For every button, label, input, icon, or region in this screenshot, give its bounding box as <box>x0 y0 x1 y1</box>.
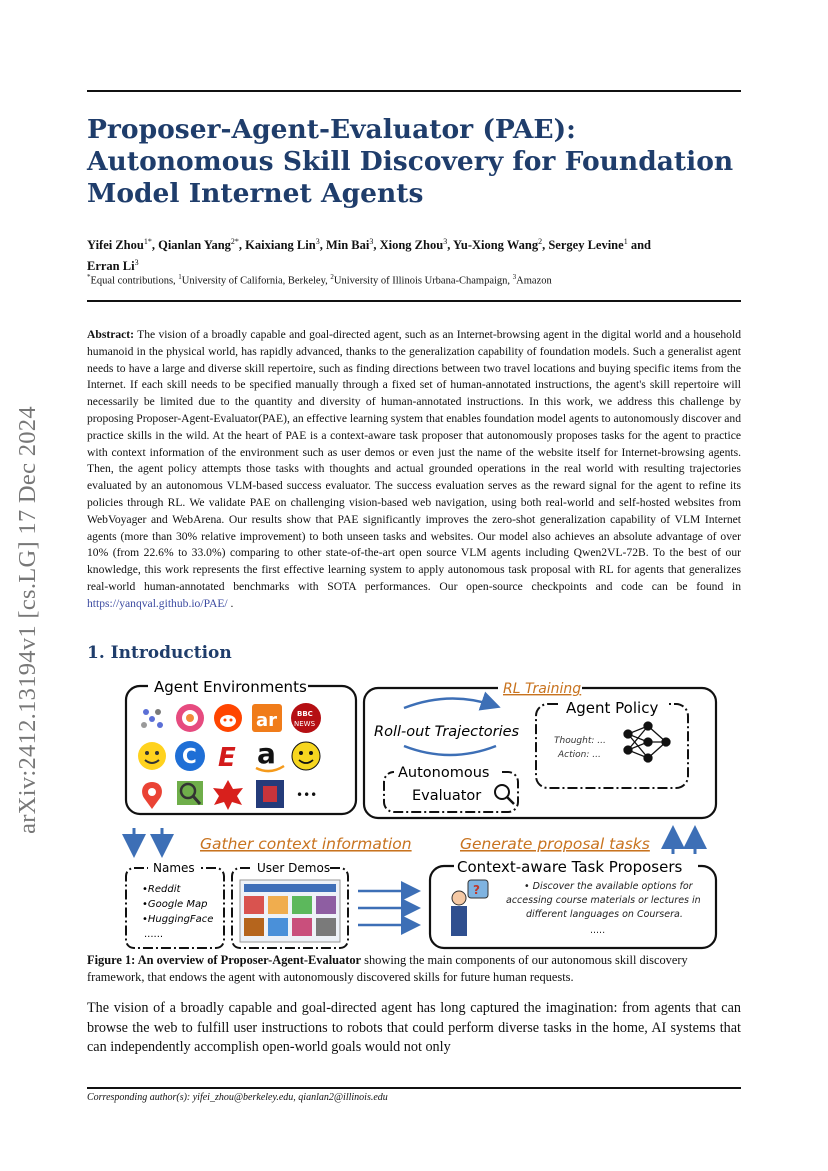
wolfram-icon <box>213 780 243 810</box>
author-name: Min Bai <box>325 238 370 253</box>
title-line-2: Autonomous Skill Discovery for Foundation <box>87 146 734 177</box>
shopping-icon <box>176 704 204 732</box>
rollout-arrow-right <box>404 698 496 708</box>
magnifier-icon <box>495 785 514 804</box>
title-line-1: Proposer-Agent-Evaluator (PAE): <box>87 114 576 145</box>
affil-uiuc: University of Illinois Urbana-Champaign, <box>333 275 513 287</box>
espn-icon <box>218 743 236 773</box>
author-sup: 2* <box>230 237 239 246</box>
arxiv-id: arXiv:2412.13194v1 [cs.LG] 17 Dec 2024 <box>14 406 41 834</box>
affil-sup: 1 <box>178 273 182 281</box>
proposer-person-icon <box>451 880 488 936</box>
e-text: E <box>218 743 236 773</box>
author-last: Erran Li <box>87 259 135 274</box>
affil-amazon: Amazon <box>516 275 552 287</box>
names-label: Names <box>153 861 195 875</box>
rollout-label: Roll-out Trajectories <box>374 724 520 740</box>
user-demos-label: User Demos <box>257 861 331 875</box>
huggingface-icon <box>138 742 166 770</box>
footer-rule <box>87 1087 741 1089</box>
author-name: Qianlan Yang <box>158 238 231 253</box>
author-entries: Yifei Zhou$^{1*}$, Qianlan Yang$^{2*}$, Kaixiang Lin$^3$, Min Bai$^3$, Xiong Zhou$^3$, Yu-Xiong Wang$^2$, Sergey Levine$^1$ <box>87 237 628 253</box>
name-item-2: •HuggingFace <box>142 914 214 925</box>
caption-prefix: Figure 1: <box>87 953 138 967</box>
name-item-1: •Google Map <box>142 899 208 910</box>
abstract <box>87 327 741 613</box>
network-icon <box>139 705 165 731</box>
evaluator-label: Evaluator <box>412 788 482 804</box>
neural-network-icon <box>624 722 670 762</box>
autonomous-label: Autonomous <box>398 765 490 781</box>
figure-caption <box>87 952 741 986</box>
intro-paragraph: The vision of a broadly capable and goal-directed agent has long captured the imagination: from agents that can browse the web to fulfill user instructions to robots that could perform diverse tasks in the home, AI systems that can independently accomplish open-world goals would not only <box>87 1000 741 1055</box>
affil-sup: 2 <box>330 273 334 281</box>
abstract-end: . <box>227 596 234 610</box>
author-sup: 1 <box>623 237 628 246</box>
agent-policy-label: Agent Policy <box>566 699 659 717</box>
author-sup: 3 <box>369 237 374 246</box>
agent-env-label: Agent Environments <box>154 678 307 696</box>
ar-icon-text: ar <box>256 710 278 731</box>
task-line-1: • Discover the available options for <box>524 881 693 892</box>
smiley-icon <box>292 742 320 770</box>
rollout-arrow-back <box>404 746 496 755</box>
title-line-3: Model Internet Agents <box>87 178 424 209</box>
author-sup: 3 <box>443 237 448 246</box>
affil-equal: Equal contributions, <box>90 275 179 287</box>
author-name: Xiong Zhou <box>379 238 444 253</box>
bbc-news-icon <box>291 703 321 733</box>
c-text: C <box>182 744 197 768</box>
more-icon: ••• <box>296 788 318 802</box>
top-rule <box>87 90 741 92</box>
author-name: Yu-Xiong Wang <box>452 238 539 253</box>
project-link[interactable]: https://yanqval.github.io/PAE/ <box>87 596 228 610</box>
author-name: Yifei Zhou <box>87 238 144 253</box>
overview-figure <box>120 676 720 956</box>
map-search-icon <box>177 781 203 805</box>
flow-arrows <box>358 891 416 925</box>
author-list <box>87 233 741 275</box>
down-arrows <box>134 828 162 852</box>
caption-bold: An overview of Proposer-Agent-Evaluator <box>137 953 362 967</box>
paper-title <box>87 114 741 210</box>
author-last-sup: 3 <box>134 258 139 268</box>
coursera-icon <box>175 741 205 771</box>
task-proposers-label: Context-aware Task Proposers <box>457 858 683 876</box>
author-name: Sergey Levine <box>548 238 624 253</box>
abstract-text: The vision of a broadly capable and goal-directed agent, such as an Internet-browsing agent in the digital world and a household humanoid in the physical world, has rapidly advanced, thanks to the generalization capability of foundation models. Such a generalist agent needs to have a large and diverse skill repertoire, such as finding directions between two travel locations and buying specific items from the Internet. If each skill needs to be specified manually through a fixed set of human-annotated instructions, the agent's skill repertoire will necessarily be limited due to the quantity and diversity of human-annotated instructions. In this work, we address this challenge by proposing Proposer-Agent-Evaluator(PAE), an effective learning system that enables foundation model agents to autonomously discover and practice skills in the wild. At the heart of PAE is a context-aware task proposer that autonomously proposes tasks for the agent to practice with context information of the environment such as user demos or even just the name of the website itself for Internet-browsing agents. Then, the agent policy attempts those tasks with thoughts and actual grounded operations in the real world with resulting trajectories evaluated by an autonomous VLM-based success evaluator. The success evaluation serves as the reward signal for the agent to refine its policies through RL. We validate PAE on challenging vision-based web navigation, using both real-world and self-hosted websites from WebVoyager and WebArena. Our results show that PAE significantly improves the zero-shot generalization capability of VLM Internet agents (more than 30% relative improvement) to both unseen tasks and websites. Our model also achieves an absolute advantage of over 10% (from 22.6% to 33.0%) comparing to other state-of-the-art open source VLM agents including Qwen2VL-72B. To the best of our knowledge, this work represents the first effective learning system to apply autonomous task proposal with RL for agents that generalizes real-world human-annotated benchmarks with SOTA performances. Our open-source checkpoints and code can be found in <box>87 328 741 593</box>
up-arrows <box>673 831 695 854</box>
name-item-3: ...... <box>144 929 164 940</box>
caption-rest: showing the main components of our autonomous skill discovery framework, that endows the agent with autonomously discovered skills for future human requests. <box>87 953 688 984</box>
name-item-0: •Reddit <box>142 884 181 895</box>
author-sup: 1* <box>143 237 152 246</box>
rl-training-label: RL Training <box>503 681 582 697</box>
cambridge-icon <box>256 780 284 808</box>
figure-svg <box>120 676 720 951</box>
affil-berkeley: University of California, Berkeley, <box>181 275 331 287</box>
reddit-icon <box>214 704 242 732</box>
task-proposers-box <box>430 866 716 948</box>
amazon-icon <box>256 737 284 771</box>
ar-icon <box>252 704 282 732</box>
author-sup: 3 <box>315 237 320 246</box>
task-line-2: accessing course materials or lectures in <box>506 895 701 906</box>
gather-label: Gather context information <box>200 835 412 853</box>
thought-label: Thought: ... <box>554 736 606 746</box>
corresponding-authors: Corresponding author(s): yifei_zhou@berkeley.edu, qianlan2@illinois.edu <box>87 1092 388 1103</box>
authors-and: and <box>630 238 651 253</box>
news-text: NEWS <box>294 720 316 728</box>
author-name: Kaixiang Lin <box>245 238 316 253</box>
svg-text:?: ? <box>473 883 480 897</box>
affiliations <box>87 270 741 289</box>
header-rule <box>87 300 741 302</box>
affil-sup: * <box>87 273 91 281</box>
arxiv-stamp <box>8 360 48 880</box>
affil-sup: 3 <box>512 273 517 281</box>
author-sup: 2 <box>538 237 543 246</box>
a-text: a <box>257 737 276 770</box>
abstract-label: Abstract: <box>87 328 135 341</box>
action-label: Action: ... <box>558 750 601 760</box>
generate-label: Generate proposal tasks <box>460 835 650 853</box>
task-dots: ..... <box>590 925 606 936</box>
section-heading: 1. Introduction <box>87 643 232 663</box>
demo-screenshots <box>240 880 340 942</box>
task-line-3: different languages on Coursera. <box>526 909 683 920</box>
google-maps-icon <box>142 782 162 809</box>
bbc-text: BBC <box>297 710 313 718</box>
